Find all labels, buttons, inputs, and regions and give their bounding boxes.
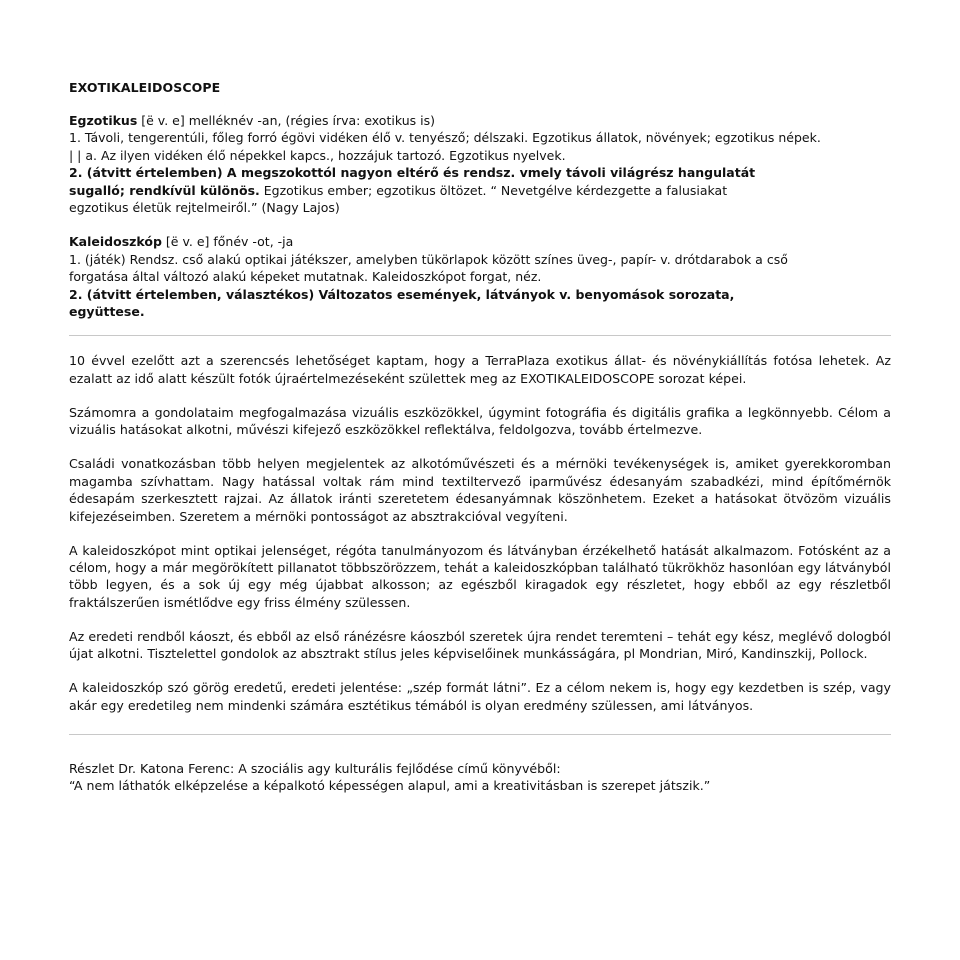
entry-definition-line: 1. Távoli, tengerentúli, főleg forró égövi vidéken élő v. tenyésző; délszaki. Egzotikus állatok, növények; egzotikus népek. (69, 130, 821, 146)
entry-definition-line: sugalló; rendkívül különös. Egzotikus ember; egzotikus öltözet. “ Nevetgélve kérdezgette a falusiakat (69, 182, 728, 198)
statement-paragraph: 10 évvel ezelőtt azt a szerencsés lehetőséget kaptam, hogy a TerraPlaza exotikus állat- és növénykiállítás fotósa lehetek. Az ezalatt az idő alatt készült fotók újraértelmezéseként születtek meg az EXOTIKALEIDOSCOPE sorozat képei. (69, 353, 891, 386)
artist-statement (69, 352, 891, 713)
statement-paragraph: Családi vonatkozásban több helyen megjelentek az alkotóművészeti és a mérnöki tevékenységek is, amiket gyerekkoromban magamba szívhattam. Nagy hatással voltak rám mind textiltervező iparművész édesanyám szabadkézi, mind építőmérnök édesapám szerkesztett rajzai. Az állatok iránti szeretetem édesanyámnak köszönhetem. Ezeket a hatásokat ötvözöm vizuális kifejezéseimben. Szeretem a mérnöki pontosságot az absztrakcióval vegyíteni. (69, 456, 891, 524)
quote-text: “A nem láthatók elképzelése a képalkotó képességen alapul, ami a kreativitásban is szerepet játszik.” (69, 778, 711, 794)
statement-paragraph: A kaleidoszkóp szó görög eredetű, eredeti jelentése: „szép formát látni”. Ez a célom nekem is, hogy egy kezdetben is szép, vagy akár egy eredetileg nem mindenki számára esztétikus témából is olyan eredmény szülessen, ami látványos. (69, 680, 891, 713)
quote-source: Részlet Dr. Katona Ferenc: A szociális agy kulturális fejlődése című könyvéből: (69, 760, 561, 776)
entry-definition-line: 1. (játék) Rendsz. cső alakú optikai játékszer, amelyben tükörlapok között színes üveg-, papír- v. drótdarabok a cső (69, 251, 788, 267)
entry-headword: Egzotikus (69, 113, 138, 128)
quote-block (69, 760, 891, 795)
entry-grammar: [ë v. e] melléknév -an, (régies írva: exotikus is) (137, 113, 435, 128)
entry-definition-line: | | a. Az ilyen vidéken élő népekkel kapcs., hozzájuk tartozó. Egzotikus nyelvek. (69, 147, 566, 163)
statement-paragraph: A kaleidoszkópot mint optikai jelenséget, régóta tanulmányozom és látványban érzékelhető hatását alkalmazom. Fotósként az a célom, hogy a már megörökített pillanatot többszörözzem, tehát a kaleidoszkópban található tükrökhöz hasonlóan egy látványból több legyen, és a sok új egy még újabbat alkosson; az egészből kiragadok egy részletet, hogy ebből az egy részletből fraktálszerűen ismétlődve egy friss élmény szülessen. (69, 542, 891, 610)
entry-definition-bold: 2. (átvitt értelemben) A megszokottól nagyon eltérő és rendsz. vmely távoli világrész hangulatát (69, 165, 756, 181)
statement-paragraph: Az eredeti rendből káoszt, és ebből az első ránézésre káoszból szeretek újra rendet teremteni – tehát egy kész, meglévő dologból újat alkotni. Tisztelettel gondolok az absztrakt stílus jeles képviselőinek munkásságára, pl Mondrian, Miró, Kandinszkij, Pollock. (69, 628, 891, 662)
entry-headword: Kaleidoszkóp (69, 234, 162, 250)
dictionary-entry-egzotikus (69, 112, 891, 216)
document-page (69, 79, 891, 795)
entry-definition-line: forgatása által változó alakú képeket mutatnak. Kaleidoszkópot forgat, néz. (69, 269, 542, 285)
entry-definition-bold: 2. (átvitt értelemben, választékos) Változatos események, látványok v. benyomások sorozata, (69, 286, 735, 302)
statement-paragraph: Számomra a gondolataim megfogalmazása vizuális eszközökkel, úgymint fotográfia és digitális grafika a legkönnyebb. Célom a vizuális hatásokat alkotni, művészi kifejező eszközökkel reflektálva, feldolgozva, tovább értelmezve. (69, 404, 891, 438)
entry-header (69, 233, 891, 250)
dictionary-entry-kaleidoszkop (69, 233, 891, 320)
page-title: EXOTIKALEIDOSCOPE (69, 80, 221, 95)
entry-definition-line: egzotikus életük rejtelmeiről.” (Nagy Lajos) (69, 200, 340, 216)
entry-header (69, 112, 891, 129)
entry-grammar: [ë v. e] főnév -ot, -ja (161, 234, 294, 250)
entry-definition-bold: együttese. (69, 304, 145, 320)
